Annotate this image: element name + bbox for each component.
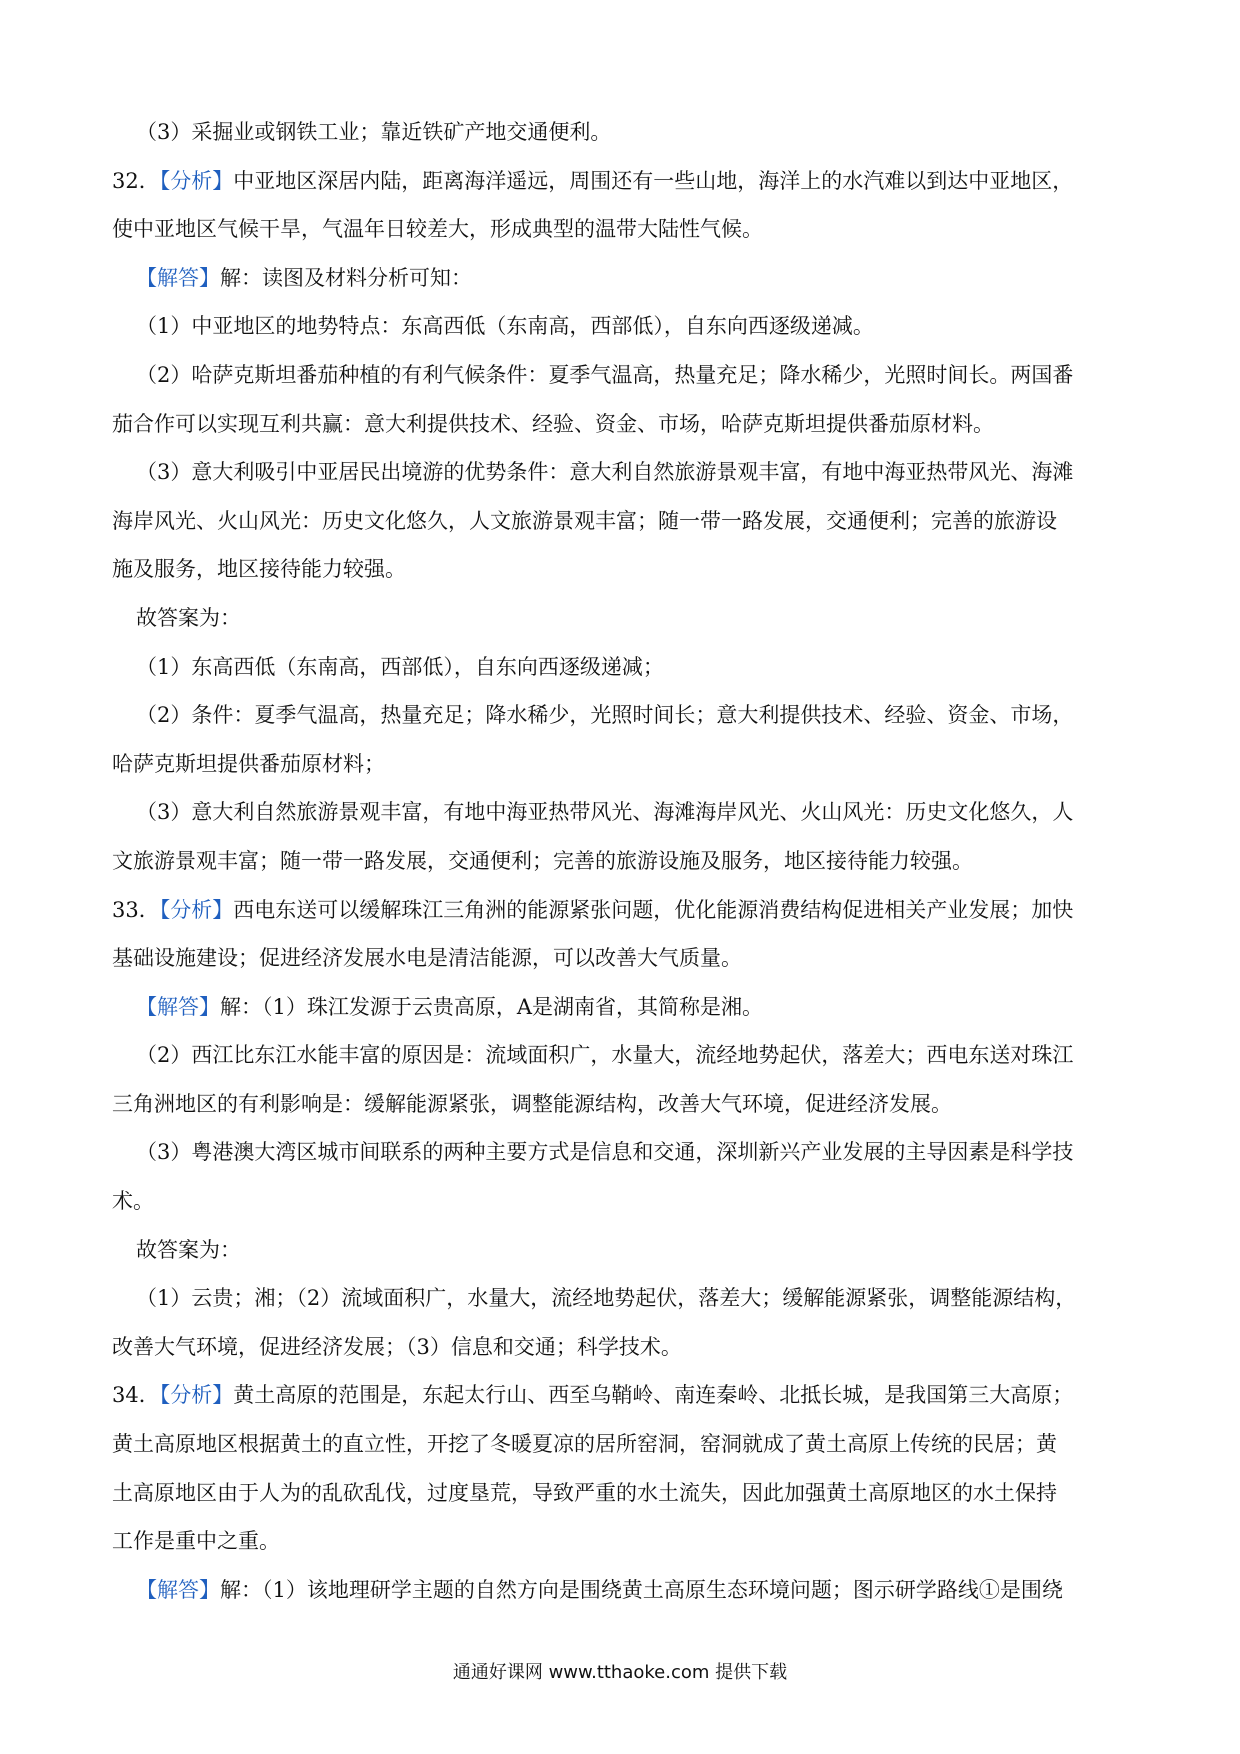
text-line: （3）采掘业或钢铁工业；靠近铁矿产地交通便利。 — [136, 120, 612, 144]
document-body — [112, 108, 1132, 1614]
text-line: 工作是重中之重。 — [112, 1529, 280, 1554]
text-line: 文旅游景观丰富；随一带一路发展，交通便利；完善的旅游设施及服务，地区接待能力较强。 — [112, 848, 973, 873]
analysis-tag: 【分析】 — [159, 1383, 234, 1408]
question-number: 33． — [112, 897, 160, 922]
answer-tag: 【解答】 — [136, 265, 220, 290]
text-line: （1）云贵；湘；（2）流域面积广，水量大，流经地势起伏，落差大；缓解能源紧张，调整能源结构， — [136, 1286, 1077, 1311]
text-line: （2）条件：夏季气温高，热量充足；降水稀少，光照时间长；意大利提供技术、经验、资金、市场， — [136, 703, 1074, 728]
text-line: 哈萨克斯坦提供番茄原材料； — [112, 751, 385, 776]
text-line: 土高原地区由于人为的乱砍乱伐，过度垦荒，导致严重的水土流失，因此加强黄土高原地区的水土保持 — [112, 1480, 1057, 1505]
text-line: 施及服务，地区接待能力较强。 — [112, 557, 406, 582]
text-line: 解：读图及材料分析可知： — [220, 265, 472, 290]
text-line: （1）东高西低（东南高，西部低），自东向西逐级递减； — [136, 654, 664, 679]
text-line: 基础设施建设；促进经济发展水电是清洁能源，可以改善大气质量。 — [112, 946, 742, 971]
text-line: 故答案为： — [136, 1237, 241, 1262]
text-line: （3）意大利自然旅游景观丰富，有地中海亚热带风光、海滩海岸风光、火山风光：历史文化悠久，人 — [136, 800, 1074, 825]
question-32-analysis — [112, 157, 1132, 206]
question-34-answer — [112, 1566, 1132, 1615]
text-line: 三角洲地区的有利影响是：缓解能源紧张，调整能源结构，改善大气环境，促进经济发展。 — [112, 1091, 952, 1116]
answer-tag: 【解答】 — [136, 994, 220, 1019]
answer-tag: 【解答】 — [136, 1577, 220, 1602]
text-line: 故答案为： — [136, 605, 241, 630]
text-line: 中亚地区深居内陆，距离海洋遥远，周围还有一些山地，海洋上的水汽难以到达中亚地区， — [233, 168, 1074, 193]
text-line: 术。 — [112, 1189, 154, 1214]
text-line: （3）粤港澳大湾区城市间联系的两种主要方式是信息和交通，深圳新兴产业发展的主导因素是科学技 — [136, 1140, 1074, 1165]
analysis-tag: 【分析】 — [159, 897, 234, 922]
text-line: 茄合作可以实现互利共赢：意大利提供技术、经验、资金、市场，哈萨克斯坦提供番茄原材料。 — [112, 411, 994, 436]
question-33-answer — [112, 983, 1132, 1032]
text-line: 使中亚地区气候干旱，气温年日较差大，形成典型的温带大陆性气候。 — [112, 217, 763, 242]
text-line: 海岸风光、火山风光：历史文化悠久，人文旅游景观丰富；随一带一路发展，交通便利；完善的旅游设 — [112, 508, 1057, 533]
text-line: （2）西江比东江水能丰富的原因是：流域面积广，水量大，流经地势起伏，落差大；西电东送对珠江 — [136, 1043, 1074, 1068]
text-line: 黄土高原地区根据黄土的直立性，开挖了冬暖夏凉的居所窑洞，窑洞就成了黄土高原上传统的民居；黄 — [112, 1432, 1057, 1457]
text-line: （1）中亚地区的地势特点：东高西低（东南高，西部低），自东向西逐级递减。 — [136, 314, 874, 339]
analysis-tag: 【分析】 — [159, 168, 234, 193]
question-number: 32． — [112, 168, 160, 193]
question-33-analysis — [112, 886, 1132, 935]
page-footer: 通通好课网 www.tthaoke.com 提供下载 — [452, 1662, 788, 1683]
text-line: （3）意大利吸引中亚居民出境游的优势条件：意大利自然旅游景观丰富，有地中海亚热带风光、海滩 — [136, 460, 1074, 485]
question-34-analysis — [112, 1371, 1132, 1420]
text-line: 解：（1）该地理研学主题的自然方向是围绕黄土高原生态环境问题；图示研学路线①是围绕 — [220, 1577, 1063, 1602]
text-line: 西电东送可以缓解珠江三角洲的能源紧张问题，优化能源消费结构促进相关产业发展；加快 — [233, 897, 1074, 922]
text-line: 黄土高原的范围是，东起太行山、西至乌鞘岭、南连秦岭、北抵长城，是我国第三大高原； — [233, 1383, 1074, 1408]
text-line: 解：（1）珠江发源于云贵高原，A是湖南省，其简称是湘。 — [220, 994, 764, 1019]
text-line: 改善大气环境，促进经济发展；（3）信息和交通；科学技术。 — [112, 1334, 682, 1359]
question-number: 34． — [112, 1383, 160, 1408]
text-line: （2）哈萨克斯坦番茄种植的有利气候条件：夏季气温高，热量充足；降水稀少，光照时间长。两国番 — [136, 362, 1074, 387]
question-32-answer — [112, 254, 1132, 303]
